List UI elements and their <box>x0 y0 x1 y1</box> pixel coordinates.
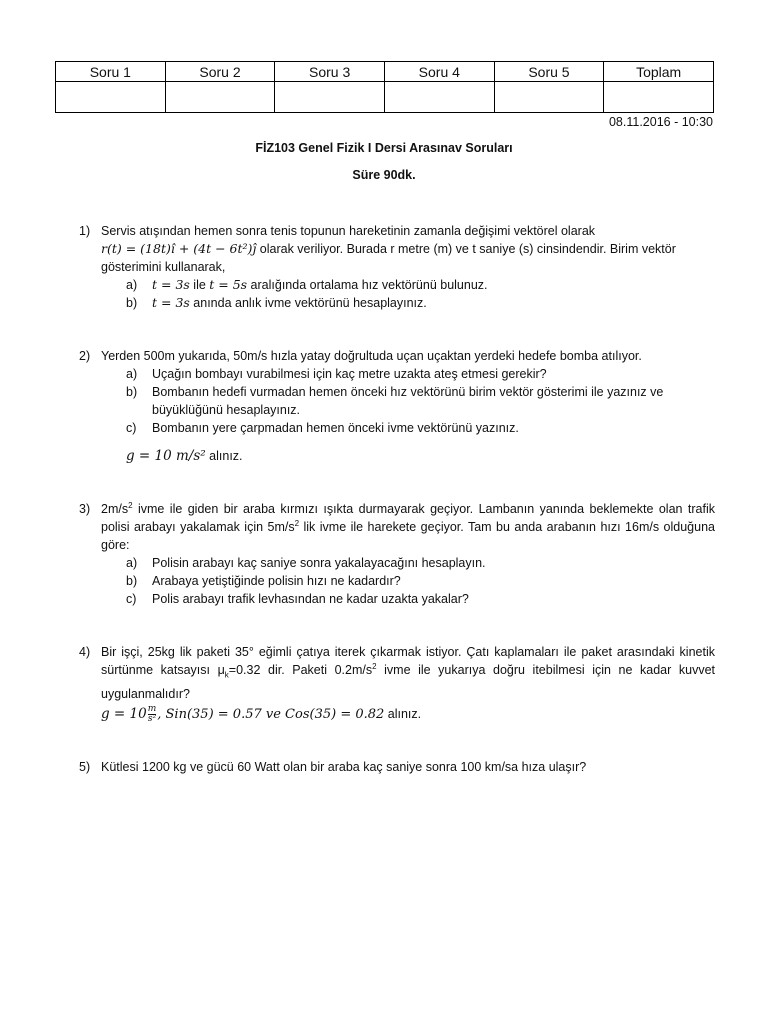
subquestion-label: c) <box>126 421 137 435</box>
question-4 <box>79 643 715 724</box>
question-text: Yerden 500m yukarıda, 50m/s hızla yatay doğrultuda uçan uçaktan yerdeki hedefe bomba atılıyor. <box>101 349 642 363</box>
subquestion-text: ile <box>189 278 210 292</box>
subquestion-label: b) <box>126 385 138 399</box>
score-cell-4 <box>384 82 494 113</box>
score-cell-2 <box>165 82 275 113</box>
question-text <box>101 500 715 554</box>
question-number: 2) <box>79 349 91 363</box>
question-number: 5) <box>79 760 91 774</box>
subquestion-text: Polis arabayı trafik levhasından ne kadar uzakta yakalar? <box>152 592 469 606</box>
question-3 <box>79 500 715 608</box>
subquestion-text: Uçağın bombayı vurabilmesi için kaç metre uzakta ateş etmesi gerekir? <box>152 367 547 381</box>
subquestion-label: a) <box>126 278 138 292</box>
math-expr: t = 3s <box>152 277 190 292</box>
question-number: 1) <box>79 224 91 238</box>
fraction-numerator: m <box>147 703 157 714</box>
text-seg: Bir işçi, 25kg lik paketi 35° eğimli çatıya iterek çıkarmak istiyor. Çatı kaplamaları ile paket arasındaki kinetik sürtünme katsayısı μ <box>101 645 715 677</box>
score-cell-5 <box>494 82 604 113</box>
math-expr: t = 5s <box>209 277 248 292</box>
score-header-soru5: Soru 5 <box>494 62 604 82</box>
question-text <box>101 643 715 703</box>
text-seg: ivme ile yukarıya doğru itebilmesi için ne kadar kuvvet uygulanmalıdır? <box>101 663 716 701</box>
superscript: 2 <box>294 518 300 528</box>
fraction-denominator: s² <box>147 713 157 724</box>
question-2 <box>79 347 715 465</box>
question-number: 3) <box>79 502 91 516</box>
subquestion-b <box>126 572 715 590</box>
subquestion-text: Polisin arabayı kaç saniye sonra yakalayacağını hesaplayın. <box>152 556 486 570</box>
score-value-row <box>56 82 714 113</box>
score-header-row <box>56 62 714 82</box>
math-expr: g = 10 <box>101 705 147 722</box>
exam-title: FİZ103 Genel Fizik I Dersi Arasınav Soruları <box>255 141 513 155</box>
question-1 <box>79 222 715 312</box>
subquestion-label: b) <box>126 574 138 588</box>
math-expr: g = 10 m/s² <box>126 448 206 464</box>
math-expr: , Sin(35) = 0.57 ve Cos(35) = 0.82 <box>157 706 385 722</box>
subquestion-text: anında anlık ivme vektörünü hesaplayınız. <box>189 296 427 310</box>
subquestion-b <box>126 383 715 419</box>
text-seg: ivme ile giden bir araba kırmızı ışıkta durmayarak geçiyor. Lambanın yanında beklemekte olan trafik polisi arabayı yakalamak için 5m/s <box>101 502 715 534</box>
subquestion-a <box>126 365 715 383</box>
subquestion-a <box>126 276 715 294</box>
score-table <box>55 61 714 113</box>
subquestion-label: a) <box>126 367 138 381</box>
text-seg: lik ivme ile harekete geçiyor. Tam bu anda arabanın hızı 16m/s olduğuna göre: <box>101 520 715 552</box>
subquestion-label: b) <box>126 296 138 310</box>
text-seg: 2m/s <box>101 502 129 516</box>
score-header-toplam: Toplam <box>604 62 714 82</box>
score-header-soru1: Soru 1 <box>56 62 166 82</box>
superscript: 2 <box>372 661 377 671</box>
superscript: 2 <box>128 500 133 510</box>
subquestion-c <box>126 419 715 437</box>
subquestion-label: a) <box>126 556 138 570</box>
note-text: alınız. <box>205 449 243 463</box>
note-text: alınız. <box>384 706 422 721</box>
subquestion-text: Arabaya yetiştiğinde polisin hızı ne kadardır? <box>152 574 401 588</box>
subquestion-text: Bombanın yere çarpmadan hemen önceki ivme vektörünü yazınız. <box>152 421 519 435</box>
score-cell-total <box>604 82 714 113</box>
subscript: k <box>224 670 229 680</box>
question-text-cont: gösterimini kullanarak, <box>101 260 226 274</box>
score-header-soru2: Soru 2 <box>165 62 275 82</box>
exam-duration: Süre 90dk. <box>352 168 416 182</box>
subquestion-c <box>126 590 715 608</box>
score-cell-1 <box>56 82 166 113</box>
score-header-soru4: Soru 4 <box>384 62 494 82</box>
subquestion-label: c) <box>126 592 137 606</box>
question-text: Kütlesi 1200 kg ve gücü 60 Watt olan bir araba kaç saniye sonra 100 km/sa hıza ulaşır? <box>101 760 587 774</box>
text-seg: =0.32 dir. Paketi 0.2m/s <box>228 663 373 677</box>
question-5 <box>79 758 715 776</box>
subquestion-text: Bombanın hedefi vurmadan hemen önceki hız vektörünü birim vektör gösterimi ile yazınız ve büyüklüğünü hesaplayınız. <box>152 385 664 417</box>
question-text-cont: olarak veriliyor. Burada r metre (m) ve t saniye (s) cinsindendir. Birim vektör <box>256 242 676 256</box>
exam-date: 08.11.2016 - 10:30 <box>608 115 713 129</box>
score-header-soru3: Soru 3 <box>275 62 385 82</box>
position-formula: r(t) = (18t)î + (4t − 6t²)ĵ <box>101 241 257 256</box>
score-cell-3 <box>275 82 385 113</box>
question-text: Servis atışından hemen sonra tenis topunun hareketinin zamanla değişimi vektörel olarak <box>101 224 596 238</box>
subquestion-text: aralığında ortalama hız vektörünü bulunuz. <box>247 278 488 292</box>
given-note <box>126 447 715 465</box>
subquestion-a <box>126 554 715 572</box>
given-note <box>101 705 715 724</box>
question-number: 4) <box>79 645 91 659</box>
math-expr: t = 3s <box>152 295 190 310</box>
subquestion-b <box>126 294 715 312</box>
fraction <box>148 705 157 724</box>
